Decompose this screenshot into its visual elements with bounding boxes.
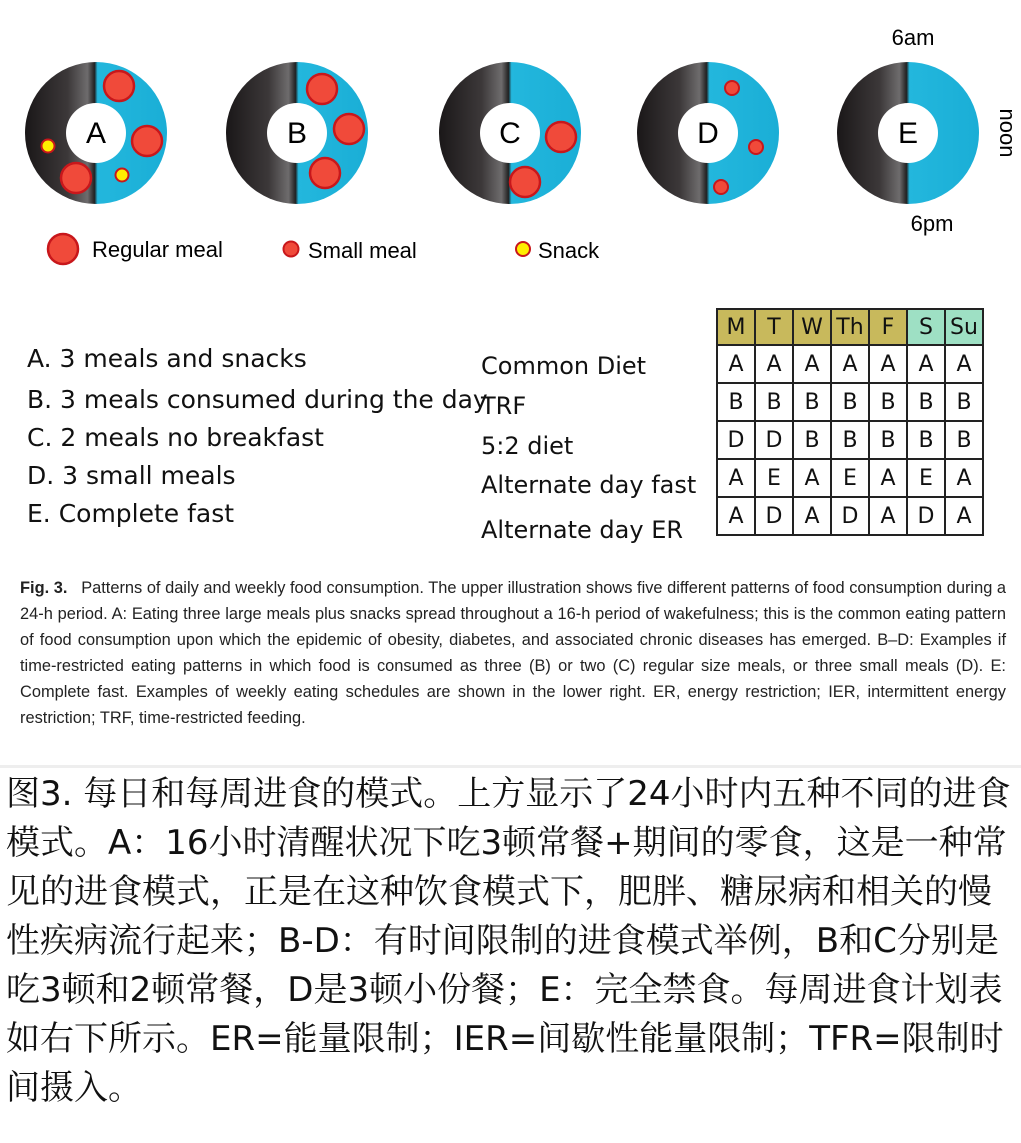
time-label-6am: 6am — [891, 25, 935, 50]
legend — [48, 234, 600, 264]
legend-snack: Snack — [538, 238, 600, 263]
day-header: Su — [945, 309, 983, 345]
table-cell: B — [717, 383, 755, 421]
pattern-item: D. 3 small meals — [27, 461, 236, 490]
table-cell: B — [869, 421, 907, 459]
snack-legend-icon — [516, 242, 530, 256]
table-cell: B — [793, 421, 831, 459]
legend-regular-meal: Regular meal — [92, 237, 223, 262]
small-meal-marker — [749, 140, 763, 154]
small-meal-legend-icon — [284, 242, 299, 257]
table-row — [717, 497, 983, 535]
plan-name: 5:2 diet — [481, 432, 574, 460]
caption-label: Fig. 3. — [20, 579, 68, 597]
plan-name: Alternate day ER — [481, 516, 684, 544]
legend-small-meal: Small meal — [308, 238, 417, 263]
clock-b — [226, 62, 368, 204]
table-cell: A — [869, 497, 907, 535]
table-cell: A — [755, 345, 793, 383]
table-cell: B — [755, 383, 793, 421]
clock-diagrams — [0, 0, 1021, 300]
regular-meal-marker — [546, 122, 576, 152]
plan-name: Common Diet — [481, 352, 647, 380]
table-cell: B — [793, 383, 831, 421]
small-meal-marker — [725, 81, 739, 95]
weekly-schedule-table — [716, 308, 984, 536]
table-cell: B — [831, 421, 869, 459]
divider — [0, 765, 1021, 768]
regular-meal-legend-icon — [48, 234, 78, 264]
table-cell: A — [717, 459, 755, 497]
table-cell: B — [907, 383, 945, 421]
table-cell: D — [755, 497, 793, 535]
table-row — [717, 459, 983, 497]
table-cell: A — [945, 345, 983, 383]
plan-name: Alternate day fast — [481, 471, 697, 499]
table-cell: B — [907, 421, 945, 459]
regular-meal-marker — [334, 114, 364, 144]
table-row — [717, 421, 983, 459]
day-header: W — [793, 309, 831, 345]
plan-name: TRF — [481, 392, 527, 420]
table-cell: A — [945, 459, 983, 497]
regular-meal-marker — [510, 167, 540, 197]
regular-meal-marker — [310, 158, 340, 188]
table-cell: E — [755, 459, 793, 497]
regular-meal-marker — [132, 126, 162, 156]
figure-caption — [20, 575, 1006, 731]
time-label-noon: noon — [995, 108, 1020, 158]
table-cell: A — [869, 345, 907, 383]
table-cell: A — [831, 345, 869, 383]
table-cell: B — [945, 383, 983, 421]
day-header: Th — [831, 309, 869, 345]
pattern-item: E. Complete fast — [27, 499, 235, 528]
day-header: M — [717, 309, 755, 345]
table-cell: A — [717, 497, 755, 535]
day-header: T — [755, 309, 793, 345]
table-cell: E — [907, 459, 945, 497]
pattern-item: C. 2 meals no breakfast — [27, 423, 324, 452]
snack-marker — [116, 169, 129, 182]
table-cell: B — [831, 383, 869, 421]
table-cell: D — [907, 497, 945, 535]
table-header-row — [717, 309, 983, 345]
table-row — [717, 345, 983, 383]
table-cell: A — [907, 345, 945, 383]
caption-text: Patterns of daily and weekly food consumption. The upper illustration shows five different patterns of food consumption during a 24-h period. A: Eating three large meals plus snacks spread throughout a 16-h period of wakefulness; this is the common eating pattern of food consumption upon which the epidemic of obesity, diabetes, and associated chronic diseases has emerged. B–D: Examples if time-restricted eating patterns in which food is consumed as three (B) or two (C) regular size meals, or three small meals (D). E: Complete fast. Examples of weekly eating schedules are shown in the lower right. ER, energy restriction; IER, intermittent energy restriction; TRF, time-restricted feeding. — [20, 579, 1007, 727]
small-meal-marker — [714, 180, 728, 194]
table-cell: D — [755, 421, 793, 459]
table-cell: A — [793, 497, 831, 535]
regular-meal-marker — [307, 74, 337, 104]
clock-d — [637, 62, 779, 204]
table-cell: A — [793, 459, 831, 497]
table-cell: A — [717, 345, 755, 383]
table-cell: B — [869, 383, 907, 421]
clock-letter: C — [499, 117, 521, 150]
table-cell: E — [831, 459, 869, 497]
time-label-6pm: 6pm — [910, 211, 954, 236]
clock-c — [439, 62, 581, 204]
day-header: S — [907, 309, 945, 345]
table-row — [717, 383, 983, 421]
clock-letter: D — [697, 117, 719, 150]
snack-marker — [42, 140, 55, 153]
chinese-caption: 图3. 每日和每周进食的模式。上方显示了24小时内五种不同的进食模式。A：16小时清醒状况下吃3顿常餐+期间的零食，这是一种常见的进食模式，正是在这种饮食模式下，肥胖、糖尿病和相关的慢性疾病流行起来；B-D：有时间限制的进食模式举例，B和C分别是吃3顿和2顿常餐，D是3顿小份餐；E：完全禁食。每周进食计划表如右下所示。ER=能量限制；IER=间歇性能量限制；TFR=限制时间摄入。 — [6, 774, 1011, 1108]
clock-a — [25, 62, 167, 204]
regular-meal-marker — [61, 163, 91, 193]
pattern-item: A. 3 meals and snacks — [27, 344, 307, 373]
regular-meal-marker — [104, 71, 134, 101]
table-cell: B — [945, 421, 983, 459]
clock-letter: A — [85, 117, 107, 150]
clock-e — [837, 62, 979, 204]
clock-letter: E — [897, 117, 919, 150]
table-cell: D — [831, 497, 869, 535]
pattern-item: B. 3 meals consumed during the day — [27, 385, 488, 414]
clock-letter: B — [286, 117, 308, 150]
table-cell: A — [945, 497, 983, 535]
day-header: F — [869, 309, 907, 345]
table-cell: D — [717, 421, 755, 459]
table-cell: A — [793, 345, 831, 383]
table-cell: A — [869, 459, 907, 497]
